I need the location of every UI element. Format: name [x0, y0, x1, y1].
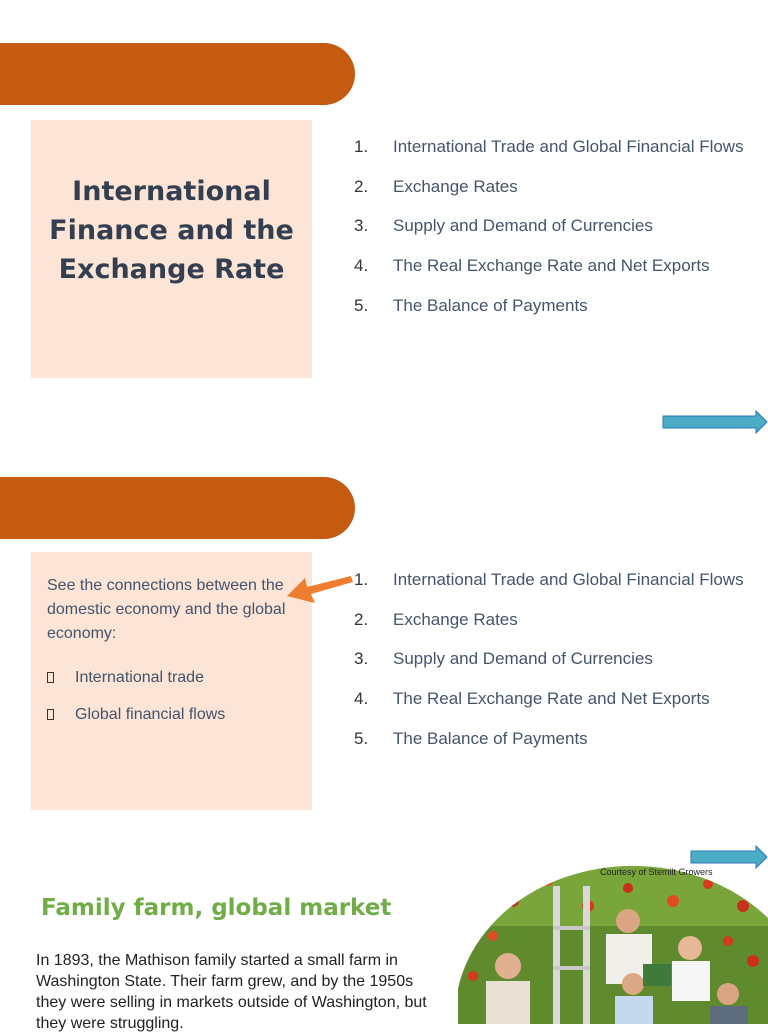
- panel-title: [31, 172, 312, 289]
- arrow-right-icon[interactable]: [662, 410, 768, 434]
- outline-label: Supply and Demand of Currencies: [393, 216, 653, 236]
- slide-2: [0, 440, 768, 860]
- square-bullet-icon: [47, 672, 54, 683]
- outline-number: 2.: [354, 609, 369, 629]
- outline-label: Supply and Demand of Currencies: [393, 649, 653, 669]
- outline-label: The Real Exchange Rate and Net Exports: [393, 689, 710, 709]
- outline-number: 5.: [354, 295, 369, 315]
- title-panel: [31, 120, 312, 378]
- body-text: In 1893, the Mathison family started a small farm in Washington State. Their farm grew, and by the 1950s they were selling in markets outside of Washington, but they were struggling.: [36, 952, 427, 1032]
- outline-number: 3.: [354, 216, 369, 236]
- outline-number: 2.: [354, 176, 369, 196]
- orchard-illustration: [458, 866, 768, 1024]
- outline-label: Exchange Rates: [393, 609, 518, 629]
- overview-panel: [31, 552, 312, 810]
- outline-label: International Trade and Global Financial Flows: [393, 137, 744, 156]
- panel-title-line: Finance and the: [49, 215, 294, 246]
- panel-intro: See the connections between the domestic economy and the global economy:: [47, 577, 286, 642]
- pointer-arrow-icon: [285, 572, 355, 608]
- photo-credit: Courtesy of Stemilt Growers: [600, 867, 713, 877]
- outline-number: 1.: [354, 570, 369, 589]
- title-banner: [0, 43, 355, 105]
- title-banner: [0, 477, 355, 539]
- outline-label: The Balance of Payments: [393, 295, 588, 315]
- outline-label: The Real Exchange Rate and Net Exports: [393, 256, 710, 276]
- bullet-label: International trade: [75, 669, 204, 686]
- slide-1: [0, 0, 768, 440]
- panel-title-line: International: [72, 176, 271, 207]
- outline-label: The Balance of Payments: [393, 728, 588, 748]
- outline-label: International Trade and Global Financial Flows: [393, 570, 744, 589]
- outline-number: 5.: [354, 728, 369, 748]
- family-orchard-photo: [458, 866, 768, 1024]
- outline-number: 3.: [354, 649, 369, 669]
- square-bullet-icon: [47, 709, 54, 720]
- outline-label: Exchange Rates: [393, 176, 518, 196]
- panel-title-line: Exchange Rate: [58, 254, 285, 285]
- bullet-label: Global financial flows: [75, 706, 226, 723]
- outline-number: 4.: [354, 689, 369, 709]
- outline-number: 4.: [354, 256, 369, 276]
- section-heading: Family farm, global market: [41, 895, 392, 921]
- outline-number: 1.: [354, 137, 369, 156]
